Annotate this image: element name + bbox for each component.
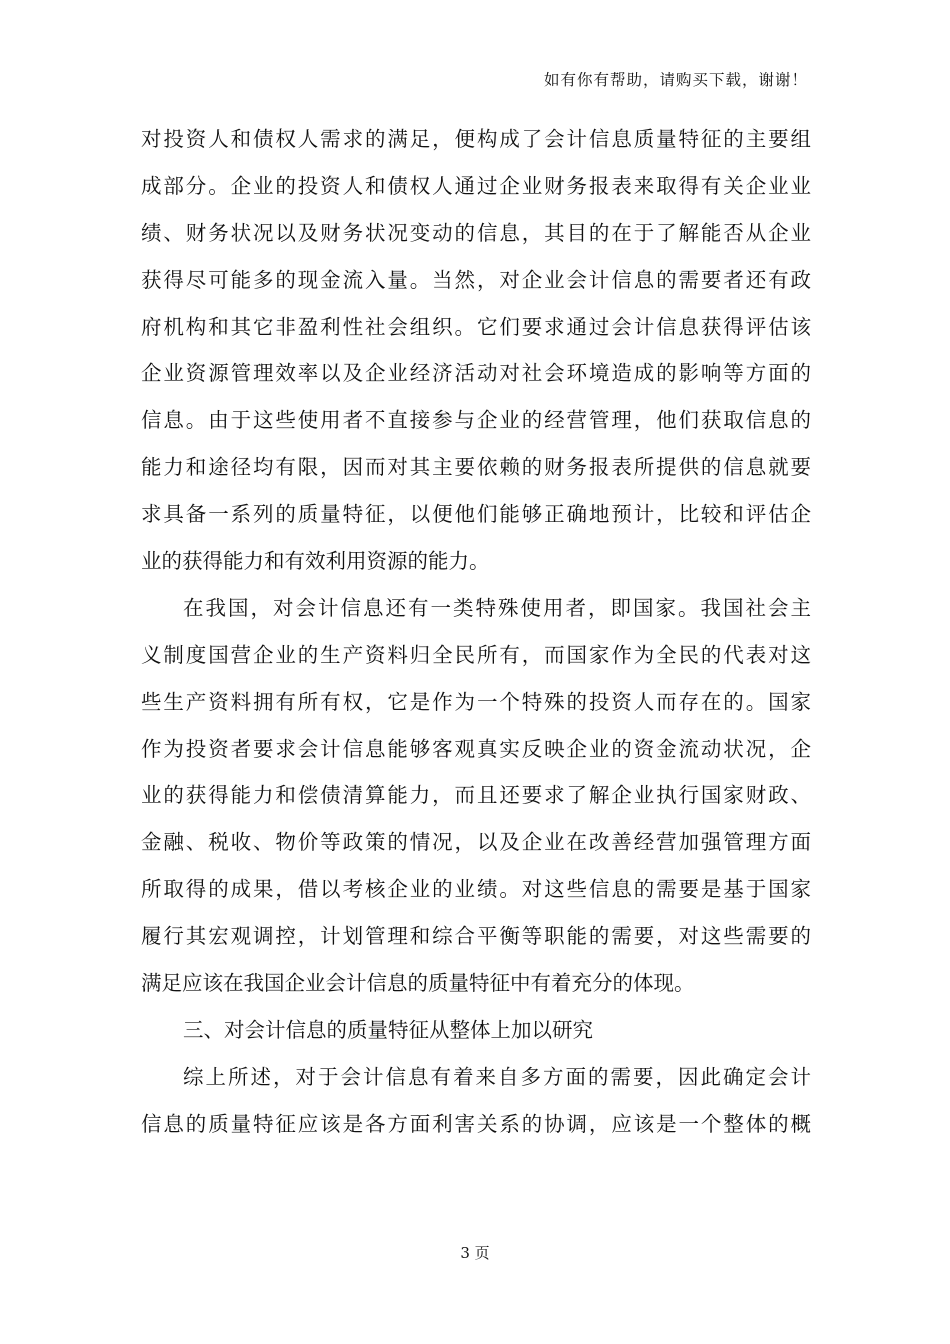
text-line: 义制度国营企业的生产资料归全民所有，而国家作为全民的代表对这	[141, 642, 811, 667]
text-line: 些生产资料拥有所有权，它是作为一个特殊的投资人而存在的。国家	[141, 689, 811, 714]
text-line: 信息。由于这些使用者不直接参与企业的经营管理，他们获取信息的	[141, 408, 811, 433]
text-line: 所取得的成果，借以考核企业的业绩。对这些信息的需要是基于国家	[141, 877, 811, 902]
text-line: 满足应该在我国企业会计信息的质量特征中有着充分的体现。	[141, 971, 695, 996]
text-line: 成部分。企业的投资人和债权人通过企业财务报表来取得有关企业业	[141, 173, 811, 198]
text-line: 履行其宏观调控，计划管理和综合平衡等职能的需要，对这些需要的	[141, 924, 811, 949]
text-line: 综上所述，对于会计信息有着来自多方面的需要，因此确定会计	[183, 1064, 811, 1089]
page-number: 3 页	[460, 1244, 490, 1262]
text-line: 在我国，对会计信息还有一类特殊使用者，即国家。我国社会主	[183, 595, 811, 620]
text-line: 绩、财务状况以及财务状况变动的信息，其目的在于了解能否从企业	[141, 220, 811, 245]
body-text	[141, 116, 811, 1148]
text-line: 府机构和其它非盈利性社会组织。它们要求通过会计信息获得评估该	[141, 314, 811, 339]
text-line: 求具备一系列的质量特征，以便他们能够正确地预计，比较和评估企	[141, 502, 811, 527]
text-line: 对投资人和债权人需求的满足，便构成了会计信息质量特征的主要组	[141, 127, 811, 151]
text-line: 信息的质量特征应该是各方面利害关系的协调，应该是一个整体的概	[141, 1111, 811, 1136]
text-line: 三、对会计信息的质量特征从整体上加以研究	[183, 1017, 593, 1042]
text-line: 企业资源管理效率以及企业经济活动对社会环境造成的影响等方面的	[141, 361, 811, 386]
page-header-note: 如有你有帮助，请购买下载，谢谢！	[543, 71, 808, 89]
text-line: 业的获得能力和有效利用资源的能力。	[141, 549, 490, 574]
text-line: 金融、税收、物价等政策的情况，以及企业在改善经营加强管理方面	[141, 830, 811, 855]
text-line: 获得尽可能多的现金流入量。当然，对企业会计信息的需要者还有政	[141, 267, 811, 292]
text-line: 作为投资者要求会计信息能够客观真实反映企业的资金流动状况，企	[141, 736, 811, 761]
text-line: 能力和途径均有限，因而对其主要依赖的财务报表所提供的信息就要	[141, 455, 811, 480]
text-line: 业的获得能力和偿债清算能力，而且还要求了解企业执行国家财政、	[141, 783, 811, 808]
